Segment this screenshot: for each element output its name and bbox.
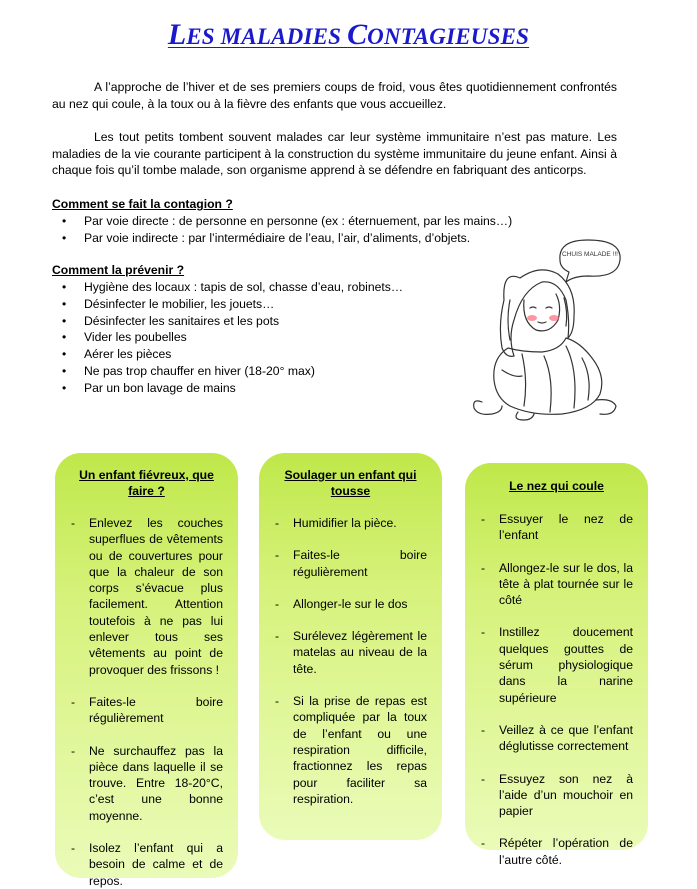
sick-child-illustration [462,230,632,425]
title-cap-1: L [167,18,187,51]
runny-nose-item: - Allongez-le sur le dos, la tête à plat tournée sur le côté [479,560,633,609]
speech-bubble-icon [560,240,620,282]
runny-nose-item: - Essuyer le nez de l’enfant [479,511,633,544]
prevention-item: • Ne pas trop chauffer en hiver (18-20° max) [62,363,403,380]
runny-nose-list [479,511,633,868]
contagion-item: • Par voie directe : de personne en personne (ex : éternuement, par les mains…) [62,213,512,230]
fever-item: - Enlevez les couches superflues de vêtements ou de couvertures pour que la chaleur de son corps s’évacue plus facilement. Attention toutefois à ne pas lui enlever tous ses vêtements au point de provoquer des frissons ! [69,515,223,678]
cough-item: - Faites-le boire régulièrement [273,547,427,580]
intro-paragraph-1 [52,79,617,112]
cough-list [273,515,427,807]
prevention-list [62,279,403,397]
cough-box-title: Soulager un enfant qui tousse [284,468,417,498]
fever-item: - Isolez l’enfant qui a besoin de calme et de repos. [69,840,223,889]
cough-item: - Allonger-le sur le dos [273,596,427,612]
title-part-1: ES MALADIES [186,24,348,49]
title-cap-2: C [347,18,368,51]
fever-box-title: Un enfant fiévreux, que faire ? [79,468,214,498]
runny-nose-box [465,463,648,867]
fever-box [55,453,238,888]
cough-item: - Si la prise de repas est compliquée par la toux de l’enfant ou une respiration difficile, fractionnez les repas pour faciliter sa respiration. [273,693,427,807]
contagion-heading: Comment se fait la contagion ? [52,197,233,211]
runny-nose-box-title: Le nez qui coule [509,479,604,493]
prevention-heading: Comment la prévenir ? [52,263,185,277]
prevention-item: • Vider les poubelles [62,329,403,346]
prevention-item: • Hygiène des locaux : tapis de sol, chasse d’eau, robinets… [62,279,403,296]
fever-list [69,515,223,889]
cough-item: - Surélevez légèrement le matelas au niveau de la tête. [273,628,427,677]
intro-paragraph-1-text: A l’approche de l’hiver et de ses premiers coups de froid, vous êtes quotidiennement confrontés au nez qui coule, à la toux ou à la fièvre des enfants que vous accueillez. [52,80,617,111]
runny-nose-item: - Veillez à ce que l’enfant déglutisse correctement [479,722,633,755]
fever-item: - Ne surchauffez pas la pièce dans laquelle il se trouve. Entre 18-20°C, c’est une bonne moyenne. [69,743,223,824]
intro-paragraph-2-text: Les tout petits tombent souvent malades car leur système immunitaire n’est pas mature. Les maladies de la vie courante participent à la construction du système immunitaire du jeune enfant. Ainsi à chaque fois qu’il tombe malade, son organisme apprend à se défendre en fabriquant des anticorps. [52,130,617,177]
cough-item: - Humidifier la pièce. [273,515,427,531]
contagion-list [62,213,512,247]
runny-nose-item: - Répéter l’opération de l’autre côté. [479,835,633,868]
intro-paragraph-2 [52,129,617,179]
bubble-text: CHUIS MALADE !!! [562,251,618,258]
prevention-item: • Désinfecter les sanitaires et les pots [62,313,403,330]
fever-item: - Faites-le boire régulièrement [69,694,223,727]
prevention-item: • Aérer les pièces [62,346,403,363]
prevention-item: • Par un bon lavage de mains [62,380,403,397]
title-part-2: ONTAGIEUSES [367,24,530,49]
prevention-item: • Désinfecter le mobilier, les jouets… [62,296,403,313]
cough-box [259,453,442,840]
contagion-item: • Par voie indirecte : par l’intermédiaire de l’eau, l’air, d’aliments, d’objets. [62,230,512,247]
runny-nose-item: - Instillez doucement quelques gouttes de sérum physiologique dans la narine supérieure [479,624,633,705]
runny-nose-item: - Essuyez son nez à l’aide d’un mouchoir en papier [479,771,633,820]
page-title [0,18,697,52]
